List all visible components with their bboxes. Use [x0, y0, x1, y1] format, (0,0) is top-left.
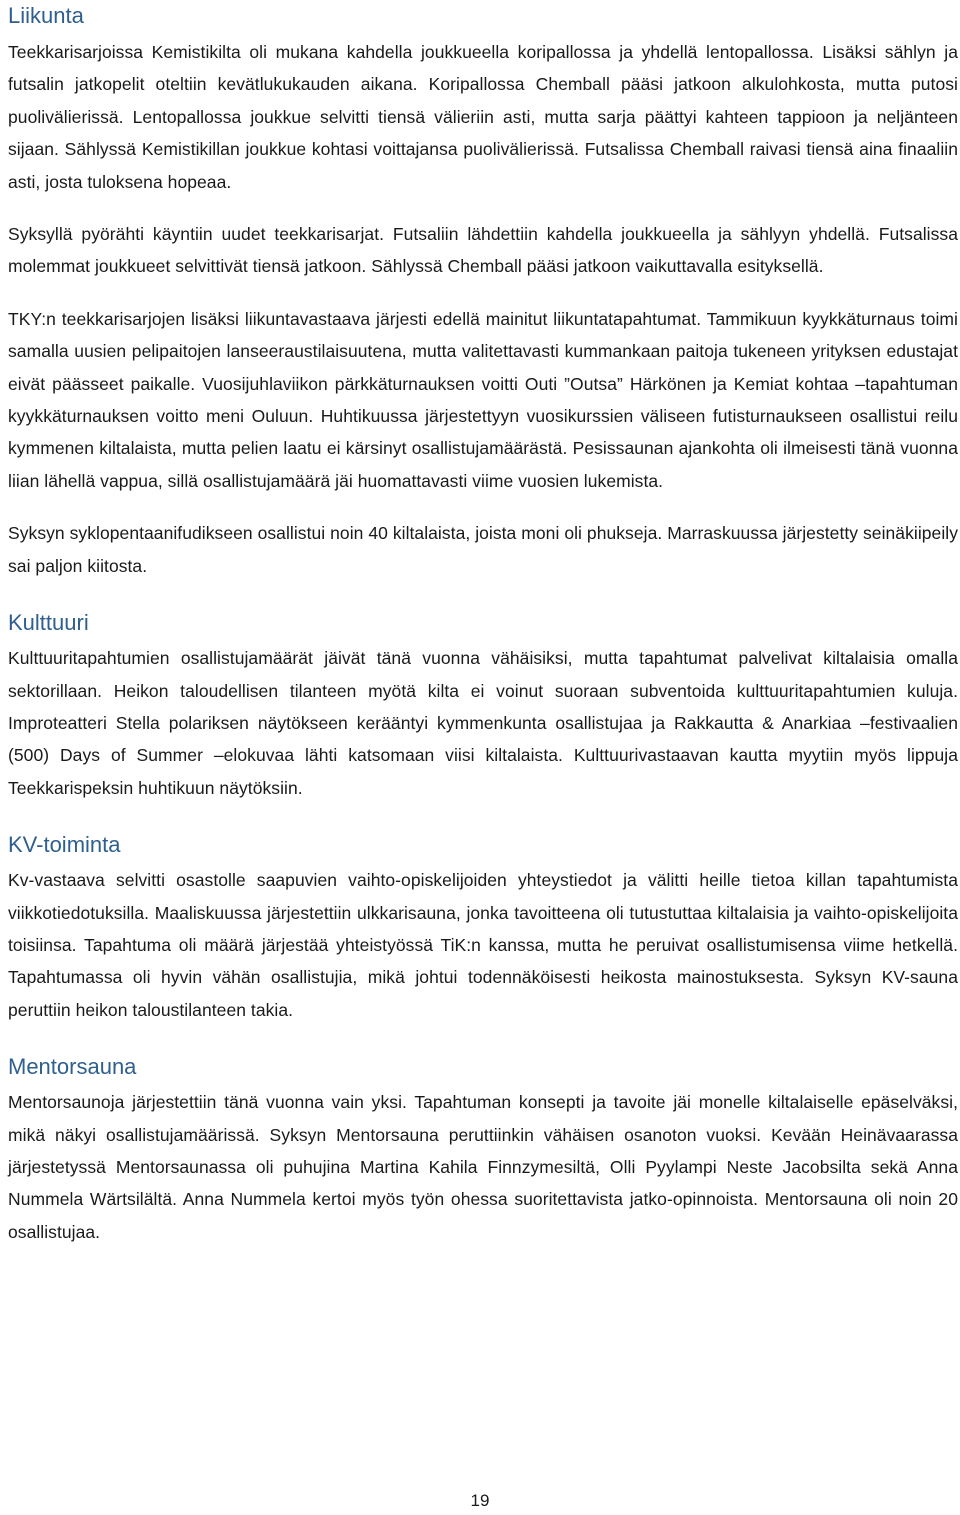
paragraph-liikunta-3: TKY:n teekkarisarjojen lisäksi liikuntavastaava järjesti edellä mainitut liikuntatapahtumat. Tammikuun kyykkäturnaus toimi samalla uusien pelipaitojen lanseeraustilaisuutena, mutta valitettavasti kummankaan paitoja tukeneen yrityksen edustajat eivät päässeet paikalle. Vuosijuhlaviikon pärkkäturnauksen voitti Outi ”Outsa” Härkönen ja Kemiat kohtaa –tapahtuman kyykkäturnauksen voitto meni Ouluun. Huhtikuussa järjestettyyn vuosikurssien väliseen futisturnaukseen osallistui reilu kymmenen kiltalaista, mutta pelien laatu ei kärsinyt osallistujamäärästä. Pesissaunan ajankohta oli ilmeisesti tänä vuonna liian lähellä vappua, sillä osallistujamäärä jäi huomattavasti viime vuosien lukemista. [8, 308, 958, 491]
section-title-kulttuuri: Kulttuuri [8, 610, 89, 636]
document-page [8, 0, 958, 1248]
section-title-liikunta: Liikunta [8, 3, 84, 28]
section-title-kv-toiminta: KV-toiminta [8, 832, 121, 858]
page-number: 19 [470, 1491, 490, 1510]
paragraph-liikunta-2: Syksyllä pyörähti käyntiin uudet teekkarisarjat. Futsaliin lähdettiin kahdella joukkueella ja sählyyn yhdellä. Futsalissa molemmat joukkueet selvittivät tiensä jatkoon. Sählyssä Chemball pääsi jatkoon vaikuttavalla esityksellä. [8, 224, 958, 277]
section-kulttuuri [8, 608, 958, 804]
section-liikunta [8, 1, 958, 582]
paragraph-kv-1: Kv-vastaava selvitti osastolle saapuvien vaihto-opiskelijoiden yhteystiedot ja välitti heille tietoa killan tapahtumista viikkotiedotuksilla. Maaliskuussa järjestettiin ulkkarisauna, jonka tavoitteena oli tutustuttaa kiltalaisia ja vaihto-opiskelijoita toisiinsa. Tapahtuma oli määrä järjestää yhteistyössä TiK:n kanssa, mutta he peruivat osallistumisensa viime hetkellä. Tapahtumassa oli hyvin vähän osallistujia, mikä johtui todennäköisesti heikosta mainostuksesta. Syksyn KV-sauna peruttiin heikon taloustilanteen takia. [8, 870, 958, 1020]
section-title-mentorsauna: Mentorsauna [8, 1054, 137, 1080]
paragraph-liikunta-1: Teekkarisarjoissa Kemistikilta oli mukana kahdella joukkueella koripallossa ja yhdellä lentopallossa. Lisäksi sählyn ja futsalin jatkopelit oteltiin kevätlukukauden aikana. Koripallossa Chemball pääsi jatkoon alkulohkosta, mutta putosi puolivälierissä. Lentopallossa joukkue selvitti tiensä välieriin asti, mutta sarja päättyi kahteen tappioon ja neljänteen sijaan. Sählyssä Kemistikillan joukkue kohtasi voittajansa puolivälierissä. Futsalissa Chemball raivasi tiensä aina finaaliin asti, josta tuloksena hopeaa. [8, 42, 958, 192]
section-mentorsauna [8, 1052, 958, 1248]
paragraph-kulttuuri-1: Kulttuuritapahtumien osallistujamäärät jäivät tänä vuonna vähäisiksi, mutta tapahtumat palvelivat kiltalaisia omalla sektorillaan. Heikon taloudellisen tilanteen myötä kilta ei voinut suoraan subventoida kulttuuritapahtumien kuluja. Improteatteri Stella polariksen näytökseen kerääntyi kymmenkunta osallistujaa ja Rakkautta & Anarkiaa –festivaalien (500) Days of Summer –elokuvaa lähti katsomaan viisi kiltalaista. Kulttuurivastaavan kautta myytiin myös lippuja Teekkarispeksin huhtikuun näytöksiin. [8, 648, 958, 798]
paragraph-mentorsauna-1: Mentorsaunoja järjestettiin tänä vuonna vain yksi. Tapahtuman konsepti ja tavoite jäi monelle kiltalaiselle epäselväksi, mikä näkyi osallistujamäärissä. Syksyn Mentorsauna peruttiinkin vähäisen osanoton vuoksi. Kevään Heinävaarassa järjestetyssä Mentorsaunassa oli puhujina Martina Kahila Finnzymesiltä, Olli Pyylampi Neste Jacobsilta sekä Anna Nummela Wärtsilältä. Anna Nummela kertoi myös työn ohessa suoritettavista jatko-opinnoista. Mentorsauna oli noin 20 osallistujaa. [8, 1092, 958, 1242]
section-kv-toiminta [8, 830, 958, 1026]
paragraph-liikunta-4: Syksyn syklopentaanifudikseen osallistui noin 40 kiltalaista, joista moni oli phukseja. Marraskuussa järjestetty seinäkiipeily sai paljon kiitosta. [8, 523, 958, 576]
